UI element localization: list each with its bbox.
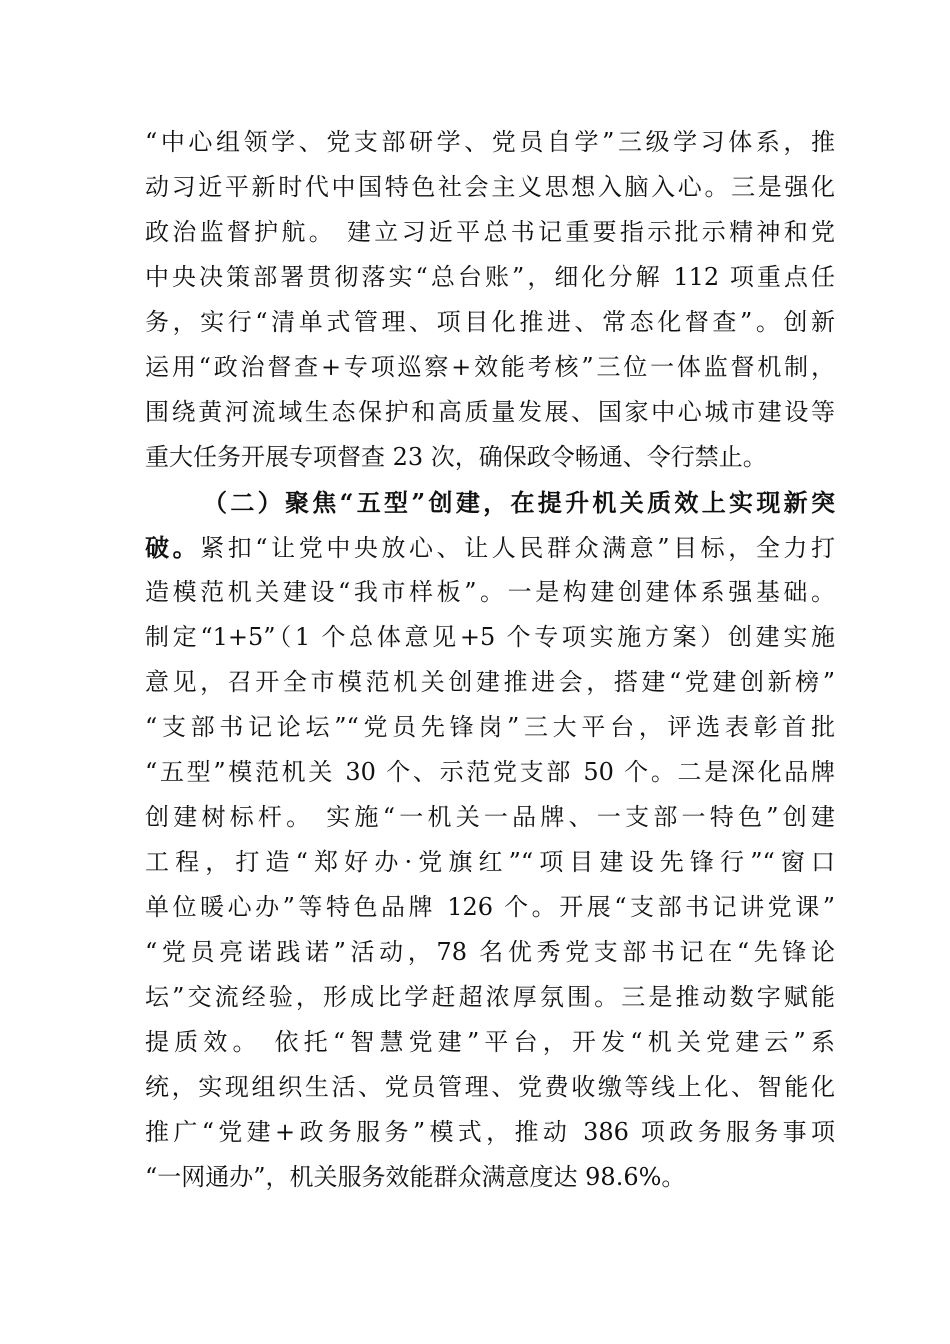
text-line: “中心组领学、党支部研学、党员自学”三级学习体系，推 <box>145 128 835 156</box>
text-line: 造模范机关建设“我市样板”。一是构建创建体系强基础。 <box>145 578 835 606</box>
text-line: 提质效。 依托“智慧党建”平台，开发“机关党建云”系 <box>145 1028 835 1056</box>
text-line: 坛”交流经验，形成比学赶超浓厚氛围。三是推动数字赋能 <box>145 983 835 1011</box>
text-line: 统，实现组织生活、党员管理、党费收缴等线上化、智能化 <box>145 1073 835 1101</box>
text-line: 破。紧扣“让党中央放心、让人民群众满意”目标，全力打 <box>145 533 835 562</box>
text-line: 推广“党建+政务服务”模式，推动 386 项政务服务事项 <box>145 1118 835 1146</box>
text-line: “党员亮诺践诺”活动，78 名优秀党支部书记在“先锋论 <box>145 938 835 966</box>
text-line: 政治监督护航。 建立习近平总书记重要指示批示精神和党 <box>145 218 835 246</box>
text-line: “支部书记论坛”“党员先锋岗”三大平台，评选表彰首批 <box>145 713 835 741</box>
body-text <box>145 120 835 1200</box>
text-line: “一网通办”，机关服务效能群众满意度达 98.6%。 <box>145 1163 686 1191</box>
text-line: 务，实行“清单式管理、项目化推进、常态化督查”。创新 <box>145 308 835 336</box>
text-line: 运用“政治督查+专项巡察+效能考核”三位一体监督机制， <box>145 353 835 381</box>
section-heading-line: （二）聚焦“五型”创建，在提升机关质效上实现新突 <box>203 488 835 517</box>
heading-continuation: 破。 <box>145 533 201 562</box>
text-line: 动习近平新时代中国特色社会主义思想入脑入心。三是强化 <box>145 173 835 201</box>
text-line: 围绕黄河流域生态保护和高质量发展、国家中心城市建设等 <box>145 398 835 426</box>
text-line: 创建树标杆。 实施“一机关一品牌、一支部一特色”创建 <box>145 803 835 831</box>
text-line: “五型”模范机关 30 个、示范党支部 50 个。二是深化品牌 <box>145 758 835 786</box>
text-line: 中央决策部署贯彻落实“总台账”，细化分解 112 项重点任 <box>145 263 835 291</box>
text-line: 制定“1+5”（1 个总体意见+5 个专项实施方案）创建实施 <box>145 623 835 651</box>
text-line: 工程，打造“郑好办·党旗红”“项目建设先锋行”“窗口 <box>145 848 835 876</box>
text-line: 意见，召开全市模范机关创建推进会，搭建“党建创新榜” <box>145 668 835 696</box>
text-line: 单位暖心办”等特色品牌 126 个。开展“支部书记讲党课” <box>145 893 835 921</box>
text-line: 重大任务开展专项督查 23 次，确保政令畅通、令行禁止。 <box>145 443 767 471</box>
